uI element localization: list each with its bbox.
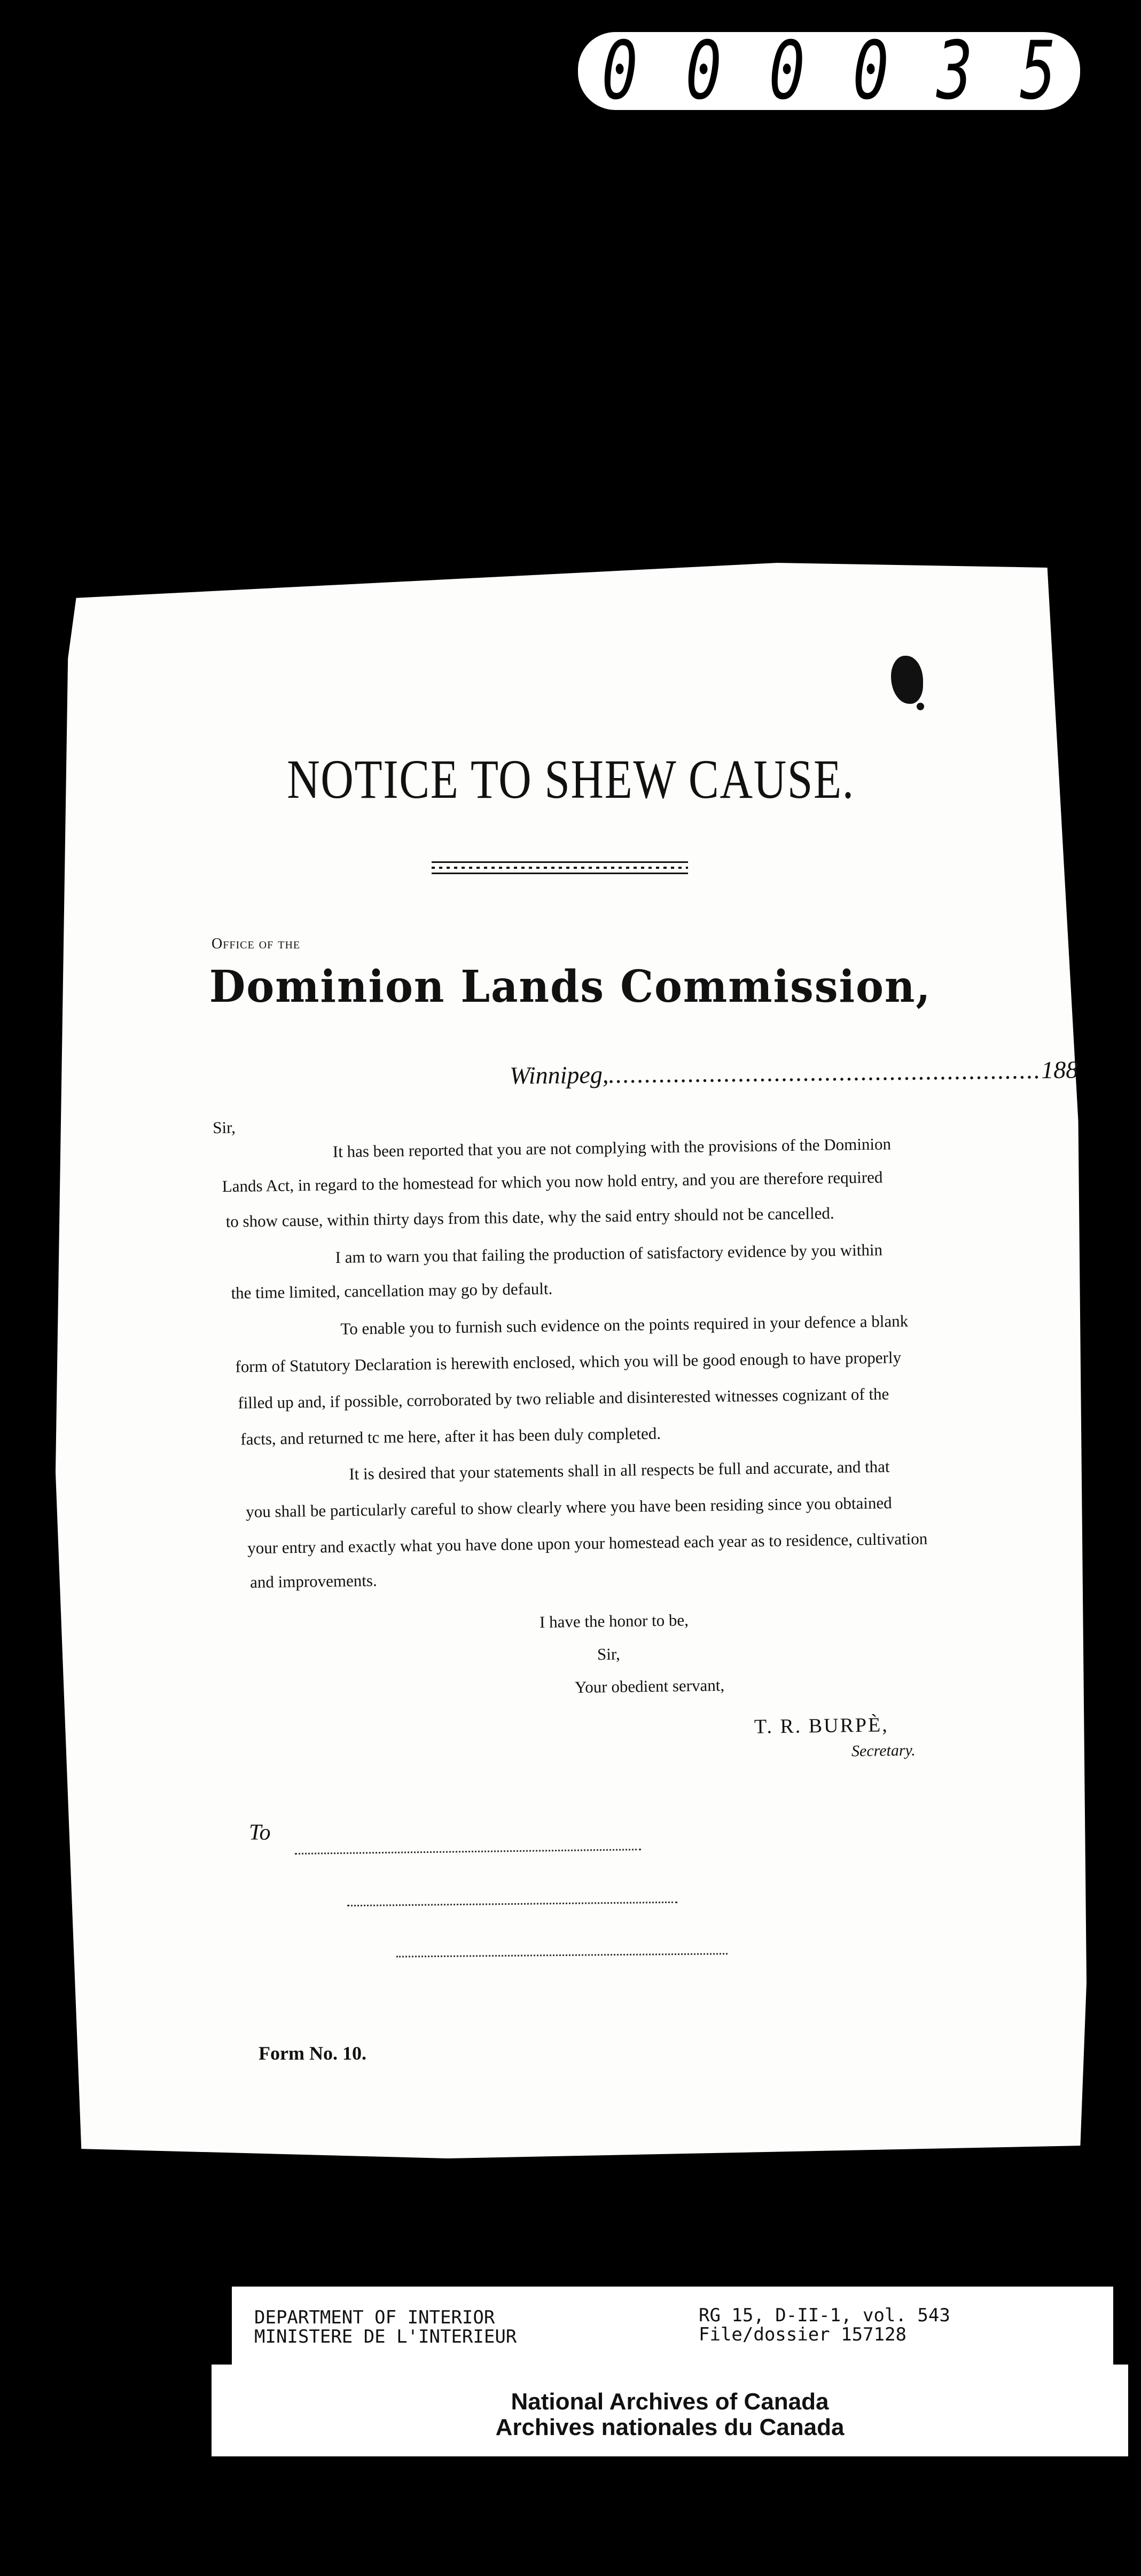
body-line: filled up and, if possible, corroborated by two reliable and disinterested witnesses cognizant of the [238, 1384, 889, 1412]
closing-sir: Sir, [597, 1644, 620, 1664]
department-block [254, 2308, 517, 2346]
stamp-digit: 0 [769, 25, 806, 117]
body-line: to show cause, within thirty days from this date, why the said entry should not be cancelled. [225, 1203, 834, 1231]
place-date-line [510, 1055, 1079, 1089]
body-line: and improvements. [249, 1570, 377, 1592]
department-en: DEPARTMENT OF INTERIOR [254, 2307, 495, 2328]
stamp-digit: 5 [1020, 25, 1057, 117]
body-line: To enable you to furnish such evidence on the points required in your defence a blank [340, 1311, 909, 1338]
signer-title: Secretary. [851, 1741, 916, 1760]
ornamental-rule [432, 861, 688, 874]
date-blank: ............................................................ [608, 1056, 1042, 1088]
body-line: the time limited, cancellation may go by default. [231, 1279, 553, 1302]
salutation: Sir, [212, 1118, 236, 1137]
body-line: form of Statutory Declaration is herewith enclosed, which you will be good enough to have properly [235, 1348, 902, 1376]
signer-name: T. R. BURPÈ, [754, 1714, 889, 1738]
body-line: It is desired that your statements shall in all respects be full and accurate, and that [349, 1457, 890, 1483]
commission-heading: Dominion Lands Commission, [209, 961, 932, 1012]
stamp-digit: 0 [601, 25, 638, 117]
file-number-stamp [578, 25, 1080, 117]
archives-name-fr: Archives nationales du Canada [495, 2414, 845, 2440]
body-line: facts, and returned tc me here, after it has been duly completed. [240, 1424, 661, 1449]
body-line: Lands Act, in regard to the homestead for which you now hold entry, and you are therefore required [222, 1167, 883, 1196]
year-prefix: 188 [1041, 1056, 1079, 1084]
reference-block [699, 2306, 950, 2344]
stamp-digit: 0 [853, 25, 889, 117]
body-line: your entry and exactly what you have done upon your homestead each year as to residence, cultivation [247, 1529, 928, 1558]
body-line: I am to warn you that failing the production of satisfactory evidence by you within [335, 1240, 883, 1267]
body-line: you shall be particularly careful to show clearly where you have been residing since you obtained [246, 1493, 892, 1521]
place-name: Winnipeg, [509, 1061, 609, 1089]
file-number: File/dossier 157128 [699, 2324, 906, 2345]
office-of-label: Office of the [212, 936, 301, 952]
stamp-digit: 0 [685, 25, 722, 117]
archives-name-en: National Archives of Canada [511, 2389, 829, 2415]
ink-blot-drop [917, 703, 924, 710]
stamp-digit: 3 [936, 25, 973, 117]
archives-banner [212, 2365, 1128, 2456]
addressee-label: To [249, 1820, 271, 1845]
body-line: It has been reported that you are not complying with the provisions of the Dominion [332, 1134, 892, 1161]
record-group: RG 15, D-II-1, vol. 543 [699, 2305, 950, 2326]
document-title: NOTICE TO SHEW CAUSE. [287, 749, 855, 810]
department-fr: MINISTERE DE L'INTERIEUR [254, 2326, 517, 2347]
closing-line: I have the honor to be, [539, 1611, 689, 1631]
form-number: Form No. 10. [259, 2043, 366, 2064]
archive-reference-label [232, 2287, 1113, 2367]
closing-servant: Your obedient servant, [574, 1676, 725, 1697]
